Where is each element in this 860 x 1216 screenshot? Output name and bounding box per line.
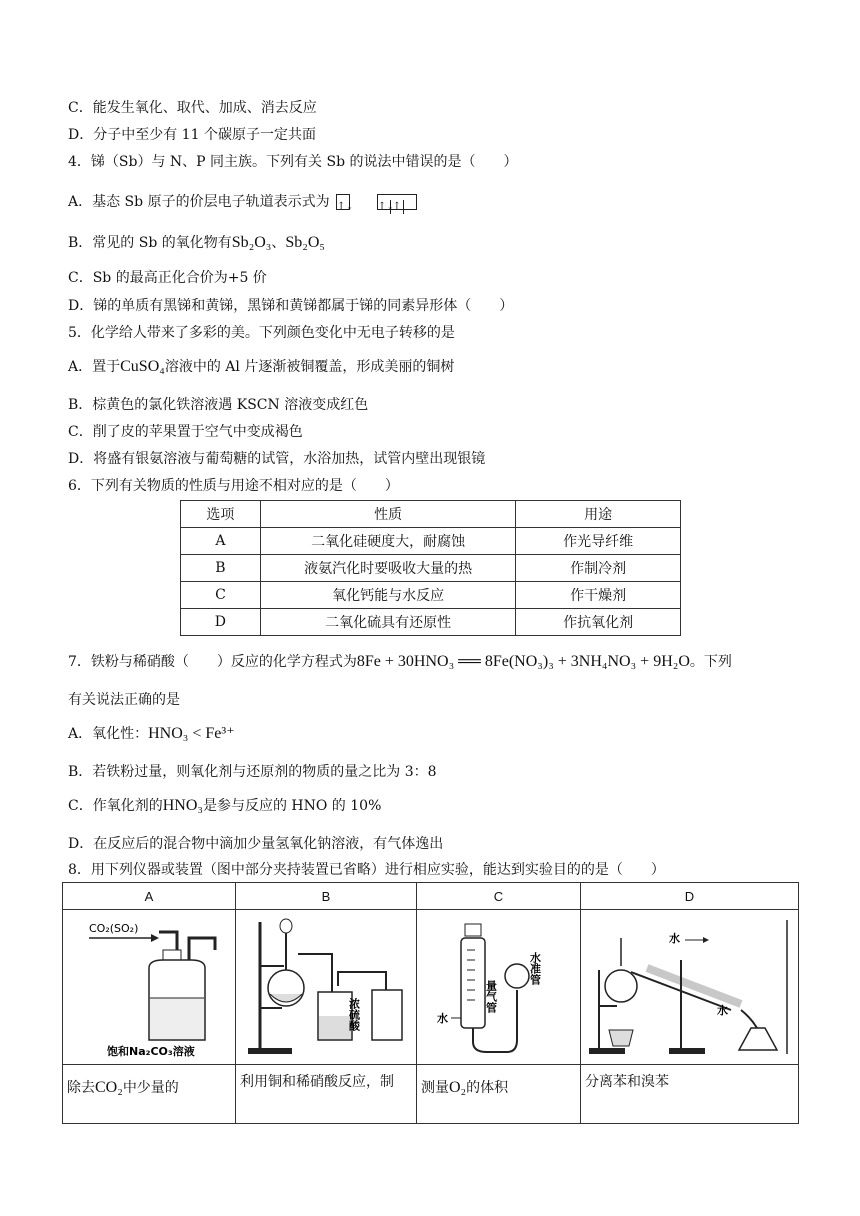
q3-option-d: D．分子中至少有 11 个碳原子一定共面 xyxy=(68,127,316,143)
q7-stem-cont: 有关说法正确的是 xyxy=(68,692,180,708)
q4-option-a xyxy=(68,192,417,212)
q4-stem: 4．锑（Sb）与 N、P 同主族。下列有关 Sb 的说法中错误的是（ ） xyxy=(68,154,518,170)
table-row: D 二氧化硫具有还原性 作抗氧化剂 xyxy=(181,609,681,636)
figure-a-cell xyxy=(63,910,236,1065)
formula-cuso4: CuSO₄ xyxy=(120,358,165,375)
svg-text:水准管: 水准管 xyxy=(528,952,542,985)
q5-stem: 5．化学给人带来了多彩的美。下列颜色变化中无电子转移的是 xyxy=(68,325,455,341)
orbital-5p-boxes: ↑↓↑ xyxy=(377,194,417,210)
figure-d-cell xyxy=(581,910,799,1065)
svg-text:CO₂(SO₂): CO₂(SO₂) xyxy=(89,922,139,935)
q3-option-c: C．能发生氧化、取代、加成、消去反应 xyxy=(68,100,317,116)
q6-stem: 6．下列有关物质的性质与用途不相对应的是（ ） xyxy=(68,478,399,494)
q7-option-b: B．若铁粉过量，则氧化剂与还原剂的物质的量之比为 3：8 xyxy=(68,764,437,780)
table-header-row: 选项 性质 用途 xyxy=(181,501,681,528)
gas-washing-bottle-figure xyxy=(63,910,235,1060)
q4-option-d: D．锑的单质有黑锑和黄锑，黑锑和黄锑都属于锑的同素异形体（ ） xyxy=(68,298,514,314)
q7-option-a: A．氧化性：HNO₃ < Fe³⁺ xyxy=(68,725,235,742)
svg-text:水: 水 xyxy=(437,1012,448,1025)
q8-table xyxy=(62,882,799,1124)
q4-option-c: C．Sb 的最高正化合价为+5 价 xyxy=(68,270,267,286)
q7-option-d: D．在反应后的混合物中滴加少量氢氧化钠溶液，有气体逸出 xyxy=(68,836,444,852)
caption-c: 测量O₂的体积 xyxy=(417,1065,581,1124)
q4-option-b: B．常见的 Sb 的氧化物有Sb₂O₃、Sb₂O₅ xyxy=(68,234,325,251)
q5-option-b: B．棕黄色的氯化铁溶液遇 KSCN 溶液变成红色 xyxy=(68,397,369,413)
formula-sb2o5: Sb₂O₅ xyxy=(285,234,325,251)
q7-stem: 7．铁粉与稀硝酸（ ）反应的化学方程式为8Fe + 30HNO₃ ══ 8Fe(NO₃)₃ + 3NH₄NO₃ + 9H₂O。下列 xyxy=(68,653,732,670)
reaction-equation: 8Fe + 30HNO₃ ══ 8Fe(NO₃)₃ + 3NH₄NO₃ + 9H₂O xyxy=(356,653,690,670)
q4a-text: A．基态 Sb 原子的价层电子轨道表示式为 xyxy=(68,194,330,210)
formula-sb2o3: Sb₂O₃ xyxy=(231,234,272,251)
caption-d: 分离苯和溴苯 xyxy=(581,1065,799,1124)
gas-generation-figure xyxy=(236,910,416,1060)
q6-table xyxy=(180,500,681,636)
table-row: C 氧化钙能与水反应 作干燥剂 xyxy=(181,582,681,609)
distillation-figure xyxy=(581,910,798,1060)
svg-text:量气管: 量气管 xyxy=(484,980,498,1013)
q5-option-c: C．削了皮的苹果置于空气中变成褐色 xyxy=(68,424,303,440)
q5-option-a: A．置于CuSO₄溶液中的 Al 片逐渐被铜覆盖，形成美丽的铜树 xyxy=(68,358,455,375)
formula-hno3: HNO₃ xyxy=(162,797,203,814)
caption-a: 除去CO₂中少量的 xyxy=(63,1065,236,1124)
figure-c-cell xyxy=(417,910,581,1065)
table-header-row: A B C D xyxy=(63,883,799,910)
figure-b-cell xyxy=(236,910,417,1065)
orbital-5s-box: ↑↓ xyxy=(336,194,350,210)
formula-oxidation-order: HNO₃ < Fe³⁺ xyxy=(148,725,235,742)
q5-option-d: D．将盛有银氨溶液与葡萄糖的试管，水浴加热，试管内壁出现银镜 xyxy=(68,451,486,467)
q8-stem: 8．用下列仪器或装置（图中部分夹持装置已省略）进行相应实验，能达到实验目的的是（ ） xyxy=(68,862,665,878)
svg-text:饱和Na₂CO₃溶液: 饱和Na₂CO₃溶液 xyxy=(107,1045,195,1058)
gas-measuring-figure xyxy=(417,910,580,1060)
q7-option-c: C．作氧化剂的HNO₃是参与反应的 HNO 的 10% xyxy=(68,797,382,814)
svg-text:浓硫酸: 浓硫酸 xyxy=(347,998,361,1031)
svg-text:水: 水 xyxy=(669,932,680,945)
caption-b: 利用铜和稀硝酸反应，制 xyxy=(236,1065,417,1124)
table-row: B 液氨汽化时要吸收大量的热 作制冷剂 xyxy=(181,555,681,582)
table-row: A 二氧化硅硬度大，耐腐蚀 作光导纤维 xyxy=(181,528,681,555)
svg-text:水: 水 xyxy=(717,1004,728,1017)
